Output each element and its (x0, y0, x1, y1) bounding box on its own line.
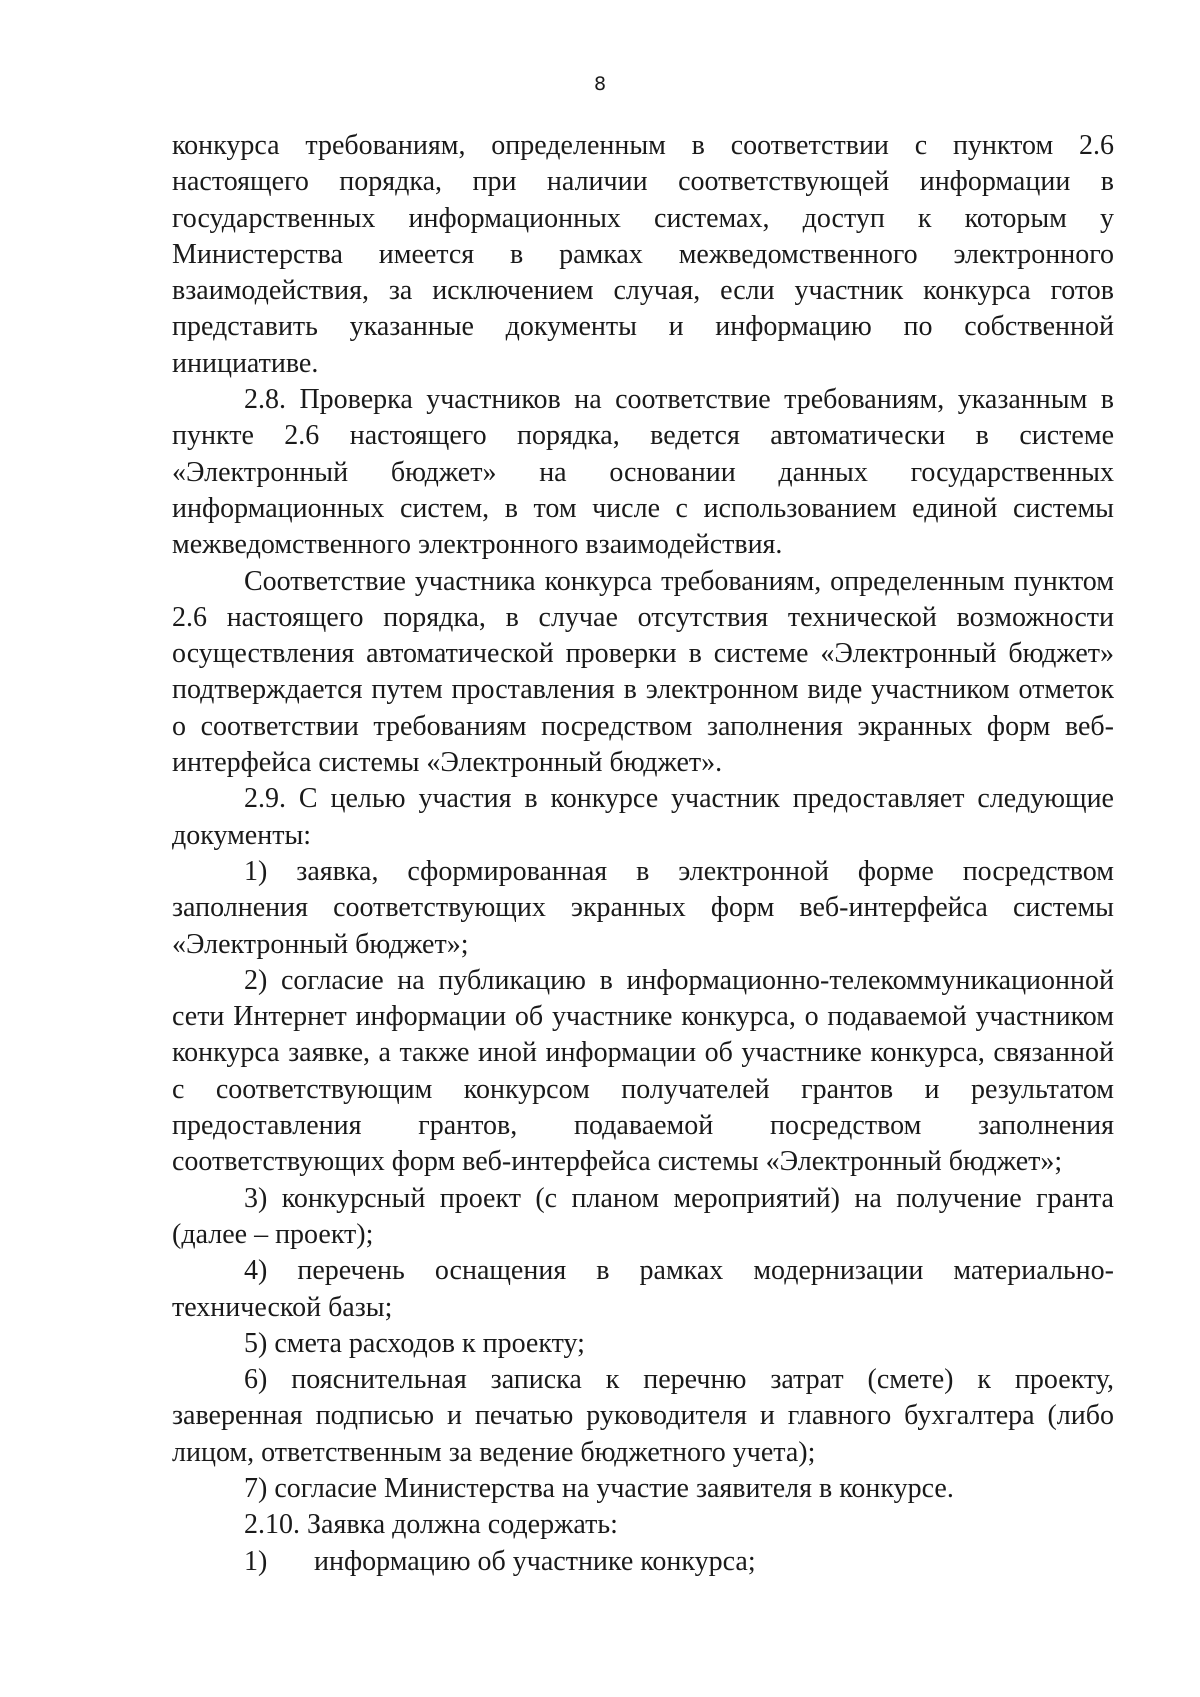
list-item-4: 4) перечень оснащения в рамках модернизации материально-технической базы; (172, 1255, 1114, 1323)
list-item-1: 1) заявка, сформированная в электронной форме посредством заполнения соответствующих экранных форм веб-интерфейса системы «Электронный бюджет»; (172, 855, 1114, 960)
paragraph-2-8: 2.8. Проверка участников на соответствие требованиям, указанным в пункте 2.6 настоящего порядка, ведется автоматически в системе «Электронный бюджет» на основании данных государственных информационных систем, в том числе с использованием единой системы межведомственного электронного взаимодействия. (172, 384, 1114, 561)
application-item-1 (172, 1544, 1114, 1580)
application-item-text: информацию об участнике конкурса; (314, 1545, 756, 1577)
paragraph-2-10: 2.10. Заявка должна содержать: (244, 1509, 618, 1541)
document-body (172, 128, 1114, 1580)
list-item-5: 5) смета расходов к проекту; (244, 1327, 585, 1359)
paragraph-compliance: Соответствие участника конкурса требованиям, определенным пунктом 2.6 настоящего порядка, в случае отсутствия технической возможности осуществления автоматической проверки в системе «Электронный бюджет» подтверждается путем проставления в электронном виде участником отметок о соответствии требованиям посредством заполнения экранных форм веб-интерфейса системы «Электронный бюджет». (172, 565, 1114, 779)
list-item-7: 7) согласие Министерства на участие заявителя в конкурсе. (244, 1472, 954, 1504)
list-item-6: 6) пояснительная записка к перечню затрат (смете) к проекту, заверенная подписью и печатью руководителя и главного бухгалтера (либо лицом, ответственным за ведение бюджетного учета); (172, 1364, 1114, 1468)
list-item-3: 3) конкурсный проект (с планом мероприятий) на получение гранта (далее – проект); (172, 1182, 1114, 1250)
list-item-2: 2) согласие на публикацию в информационно-телекоммуникационной сети Интернет информации об участнике конкурса, о подаваемой участником конкурса заявке, а также иной информации об участнике конкурса, связанной с соответствующим конкурсом получателей грантов и результатом предоставления грантов, подаваемой посредством заполнения соответствующих форм веб-интерфейса системы «Электронный бюджет»; (172, 964, 1114, 1178)
paragraph-continuation: конкурса требованиям, определенным в соответствии с пунктом 2.6 настоящего порядка, при наличии соответствующей информации в государственных информационных системах, доступ к которым у Министерства имеется в рамках межведомственного электронного взаимодействия, за исключением случая, если участник конкурса готов представить указанные документы и информацию по собственной инициативе. (172, 130, 1114, 379)
application-item-number: 1) (244, 1545, 268, 1577)
page-number: 8 (593, 73, 607, 95)
paragraph-2-9: 2.9. С целью участия в конкурсе участник предоставляет следующие документы: (172, 783, 1114, 851)
